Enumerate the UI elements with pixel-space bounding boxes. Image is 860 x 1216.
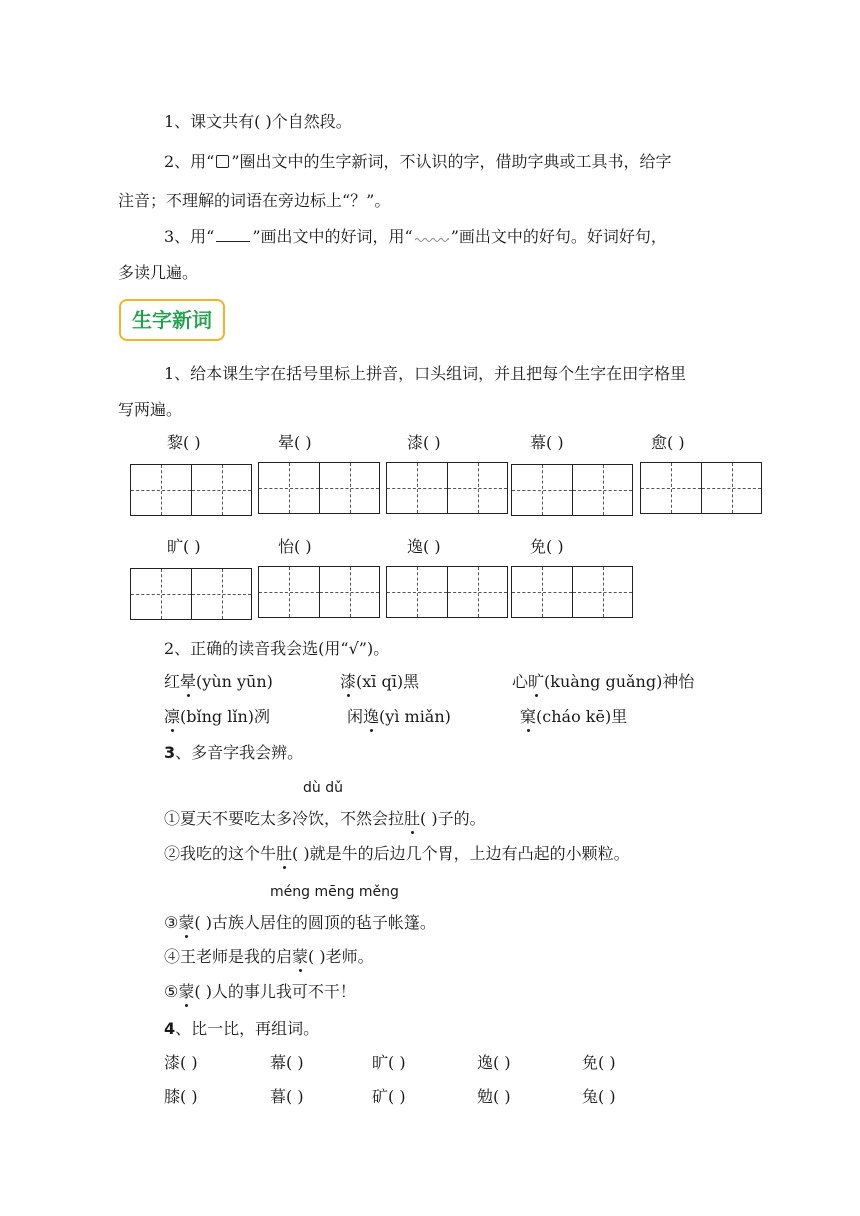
instruction-3-part-a: 3、用“ (164, 227, 215, 246)
writing-grid[interactable] (511, 566, 633, 618)
writing-grid[interactable] (130, 464, 252, 516)
writing-grid[interactable] (258, 566, 380, 618)
pinyin-options: dù dǔ (303, 780, 343, 796)
compare-item: 漆( ) (164, 1053, 198, 1072)
char-label: 怡( ) (278, 537, 312, 556)
pronunciation-item: 窠(cháo kē)里 (520, 707, 628, 726)
compare-item: 矿( ) (372, 1087, 406, 1106)
pronunciation-item: 红晕(yùn yūn) (164, 672, 273, 691)
exercise-3-title: 3、多音字我会辨。 (164, 743, 304, 762)
exercise-4-title: 4、比一比，再组词。 (164, 1019, 320, 1038)
char-label: 愈( ) (651, 433, 685, 452)
polyphone-sentence: ②我吃的这个牛肚( )就是牛的后边几个胃，上边有凸起的小颗粒。 (164, 844, 630, 863)
straight-underline-icon (216, 227, 250, 242)
exercise-2-title: 2、正确的读音我会选(用“√”)。 (164, 639, 390, 658)
writing-grid[interactable] (386, 566, 508, 618)
compare-item: 勉( ) (477, 1087, 511, 1106)
instruction-2 (164, 151, 672, 173)
compare-item: 暮( ) (270, 1087, 304, 1106)
instruction-2-cont: 注音；不理解的词语在旁边标上“？”。 (118, 191, 391, 210)
polyphone-sentence: ①夏天不要吃太多冷饮，不然会拉肚( )子的。 (164, 809, 486, 828)
char-label: 旷( ) (167, 537, 201, 556)
instruction-1: 1、课文共有( )个自然段。 (164, 112, 352, 131)
writing-grid[interactable] (130, 568, 252, 620)
char-label: 免( ) (530, 537, 564, 556)
writing-grid[interactable] (386, 462, 508, 514)
pinyin-options: méng mēng měng (270, 884, 399, 900)
instruction-3 (164, 226, 667, 248)
pronunciation-item: 凛(bǐng lǐn)冽 (164, 707, 271, 726)
polyphone-sentence: ④王老师是我的启蒙( )老师。 (164, 947, 374, 966)
exercise-1-text: 1、给本课生字在括号里标上拼音，口头组词，并且把每个生字在田字格里 (164, 364, 687, 383)
compare-item: 兔( ) (582, 1087, 616, 1106)
section-badge: 生字新词 (119, 299, 225, 341)
pronunciation-item: 心旷(kuàng guǎng)神怡 (512, 672, 695, 691)
writing-grid[interactable] (258, 462, 380, 514)
instruction-3-cont: 多读几遍。 (118, 263, 199, 282)
char-label: 幕( ) (530, 433, 564, 452)
compare-item: 免( ) (582, 1053, 616, 1072)
instruction-3-part-b: ”画出文中的好词，用“ (252, 227, 413, 246)
polyphone-sentence: ⑤蒙( )人的事儿我可不干！ (164, 982, 356, 1001)
char-label: 逸( ) (407, 537, 441, 556)
char-label: 晕( ) (278, 433, 312, 452)
instruction-2-part-b: ”圈出文中的生字新词，不认识的字，借助字典或工具书，给字 (231, 152, 672, 171)
char-label: 黎( ) (167, 433, 201, 452)
compare-item: 逸( ) (477, 1053, 511, 1072)
compare-item: 旷( ) (372, 1053, 406, 1072)
polyphone-sentence: ③蒙( )古族人居住的圆顶的毡子帐篷。 (164, 913, 436, 932)
square-mark-icon (216, 155, 229, 168)
writing-grid[interactable] (640, 462, 762, 514)
compare-item: 幕( ) (270, 1053, 304, 1072)
exercise-1-text-cont: 写两遍。 (118, 400, 183, 419)
char-label: 漆( ) (407, 433, 441, 452)
compare-item: 膝( ) (164, 1087, 198, 1106)
wavy-underline-icon (415, 228, 449, 242)
instruction-3-part-c: ”画出文中的好句。好词好句， (450, 227, 667, 246)
pronunciation-item: 漆(xī qī)黑 (340, 672, 420, 691)
pronunciation-item: 闲逸(yì miǎn) (347, 707, 451, 726)
writing-grid[interactable] (511, 464, 633, 516)
instruction-2-part-a: 2、用“ (164, 152, 215, 171)
